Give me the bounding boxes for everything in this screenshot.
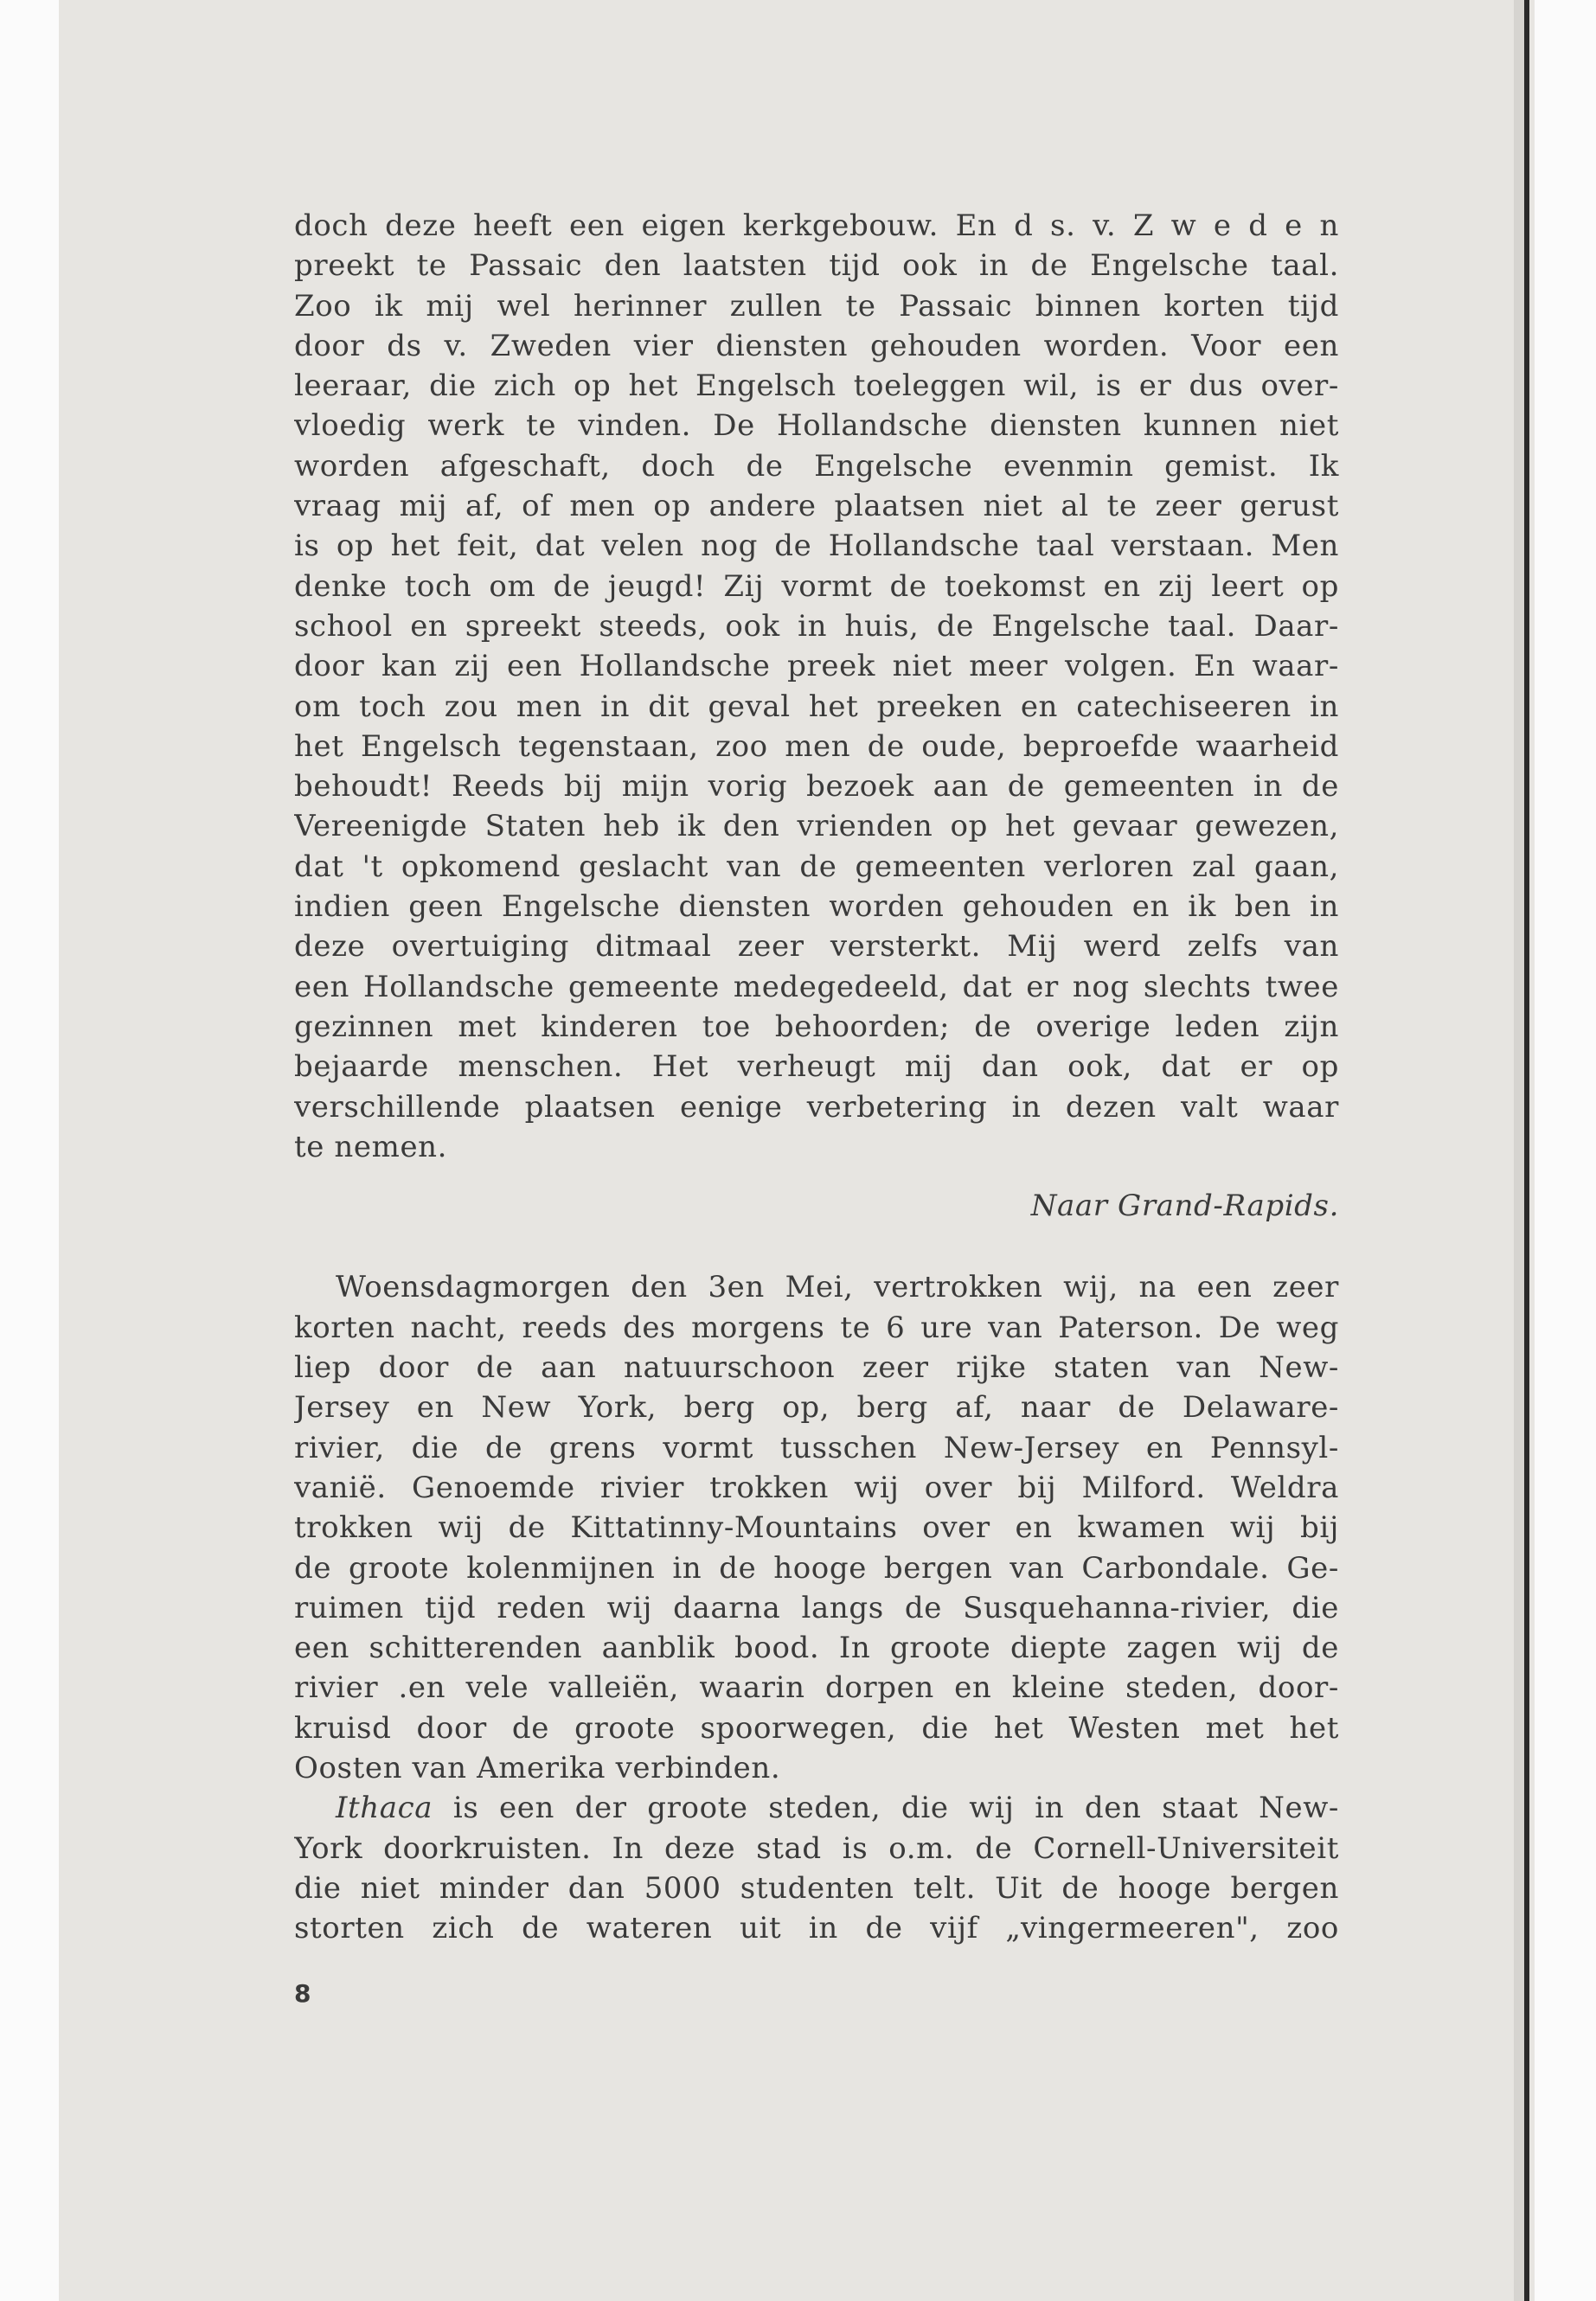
paragraph-1-line-1: doch deze heeft een eigen kerkgebouw. En d s. v. Z w e d e n bbox=[294, 208, 1339, 243]
paragraph-1-line-20: een Hollandsche gemeente medegedeeld, dat er nog slechts twee bbox=[294, 969, 1339, 1004]
paragraph-1-line-23: verschillende plaatsen eenige verbetering in dezen valt waar bbox=[294, 1089, 1339, 1125]
paragraph-1-line-15: behoudt! Reeds bij mijn vorig bezoek aan de gemeenten in de bbox=[294, 769, 1339, 804]
paragraph-2-line-4: Jersey en New York, berg op, berg af, naar de Delaware- bbox=[294, 1390, 1339, 1426]
paragraph-1-line-11: school en spreekt steeds, ook in huis, de Engelsche taal. Daar- bbox=[294, 608, 1339, 644]
paragraph-1-line-16: Vereenigde Staten heb ik den vrienden op het gevaar gewezen, bbox=[294, 809, 1339, 844]
italic-place-name: Ithaca bbox=[336, 1791, 433, 1826]
paragraph-2-line-6: vanië. Genoemde rivier trokken wij over bij Milford. Weldra bbox=[294, 1470, 1339, 1505]
paragraph-1-line-21: gezinnen met kinderen toe behoorden; de overige leden zijn bbox=[294, 1009, 1339, 1044]
paragraph-2-line-8: de groote kolenmijnen in de hooge bergen van Carbondale. Ge- bbox=[294, 1550, 1339, 1586]
paragraph-1-line-2: preekt te Passaic den laatsten tijd ook in de Engelsche taal. bbox=[294, 248, 1339, 284]
paragraph-1-line-18: indien geen Engelsche diensten worden gehouden en ik ben in bbox=[294, 889, 1339, 925]
paragraph-1-line-19: deze overtuiging ditmaal zeer versterkt. Mij werd zelfs van bbox=[294, 929, 1339, 965]
paragraph-1-line-22: bejaarde menschen. Het verheugt mij dan ook, dat er op bbox=[294, 1049, 1339, 1085]
paragraph-2-line-13: Oosten van Amerika verbinden. bbox=[294, 1750, 781, 1785]
paragraph-2-line-11: rivier .en vele valleiën, waarin dorpen en kleine steden, door- bbox=[294, 1670, 1339, 1706]
paragraph-3-line-1-rest: is een der groote steden, die wij in den staat New- bbox=[433, 1791, 1339, 1826]
paragraph-1-line-4: door ds v. Zweden vier diensten gehouden worden. Voor een bbox=[294, 328, 1339, 363]
paragraph-1-line-24: te nemen. bbox=[294, 1129, 448, 1164]
paragraph-3-line-3: die niet minder dan 5000 studenten telt. Uit de hooge bergen bbox=[294, 1870, 1339, 1906]
paragraph-1-line-5: leeraar, die zich op het Engelsch toeleggen wil, is er dus over- bbox=[294, 369, 1339, 404]
paragraph-2-line-9: ruimen tijd reden wij daarna langs de Susquehanna-rivier, die bbox=[294, 1590, 1339, 1625]
paragraph-2-line-12: kruisd door de groote spoorwegen, die het Westen met het bbox=[294, 1710, 1339, 1746]
page-number: 8 bbox=[294, 1979, 311, 2008]
page-edge bbox=[1524, 0, 1529, 2301]
paragraph-2-line-5: rivier, die de grens vormt tusschen New-Jersey en Pennsyl- bbox=[294, 1430, 1339, 1465]
paragraph-1-line-14: het Engelsch tegenstaan, zoo men de oude, beproefde waarheid bbox=[294, 728, 1339, 764]
paragraph-1 bbox=[294, 206, 1339, 1167]
paragraph-3 bbox=[294, 1788, 1339, 1948]
page-edge-shadow bbox=[1514, 0, 1524, 2301]
paragraph-1-line-7: worden afgeschaft, doch de Engelsche evenmin gemist. Ik bbox=[294, 448, 1339, 484]
paragraph-3-line-2: York doorkruisten. In deze stad is o.m. de Cornell-Universiteit bbox=[294, 1830, 1339, 1866]
paragraph-2-line-10: een schitterenden aanblik bood. In groote diepte zagen wij de bbox=[294, 1631, 1339, 1666]
paragraph-2-line-2: korten nacht, reeds des morgens te 6 ure van Paterson. De weg bbox=[294, 1310, 1339, 1345]
paragraph-2-line-3: liep door de aan natuurschoon zeer rijke staten van New- bbox=[294, 1350, 1339, 1386]
paragraph-2-line-7: trokken wij de Kittatinny-Mountains over en kwamen wij bij bbox=[294, 1510, 1339, 1546]
paragraph-1-line-6: vloedig werk te vinden. De Hollandsche diensten kunnen niet bbox=[294, 408, 1339, 444]
paragraph-3-line-4: storten zich de wateren uit in de vijf „vingermeeren", zoo bbox=[294, 1911, 1339, 1946]
paragraph-1-line-8: vraag mij af, of men op andere plaatsen niet al te zeer gerust bbox=[294, 489, 1339, 524]
paragraph-1-line-13: om toch zou men in dit geval het preeken en catechiseeren in bbox=[294, 689, 1339, 724]
paragraph-1-line-12: door kan zij een Hollandsche preek niet meer volgen. En waar- bbox=[294, 649, 1339, 684]
page-body-text bbox=[294, 206, 1339, 1948]
paragraph-3-line-1 bbox=[294, 1788, 1339, 1828]
paragraph-1-line-10: denke toch om de jeugd! Zij vormt de toekomst en zij leert op bbox=[294, 568, 1339, 604]
paragraph-2-line-1: Woensdagmorgen den 3en Mei, vertrokken wij, na een zeer bbox=[336, 1270, 1339, 1305]
paragraph-2 bbox=[294, 1267, 1339, 1788]
paragraph-1-line-3: Zoo ik mij wel herinner zullen te Passaic binnen korten tijd bbox=[294, 288, 1339, 324]
section-heading: Naar Grand-Rapids. bbox=[1030, 1189, 1339, 1224]
paragraph-1-line-9: is op het feit, dat velen nog de Hollandsche taal verstaan. Men bbox=[294, 529, 1339, 564]
paragraph-1-line-17: dat 't opkomend geslacht van de gemeenten verloren zal gaan, bbox=[294, 849, 1339, 884]
